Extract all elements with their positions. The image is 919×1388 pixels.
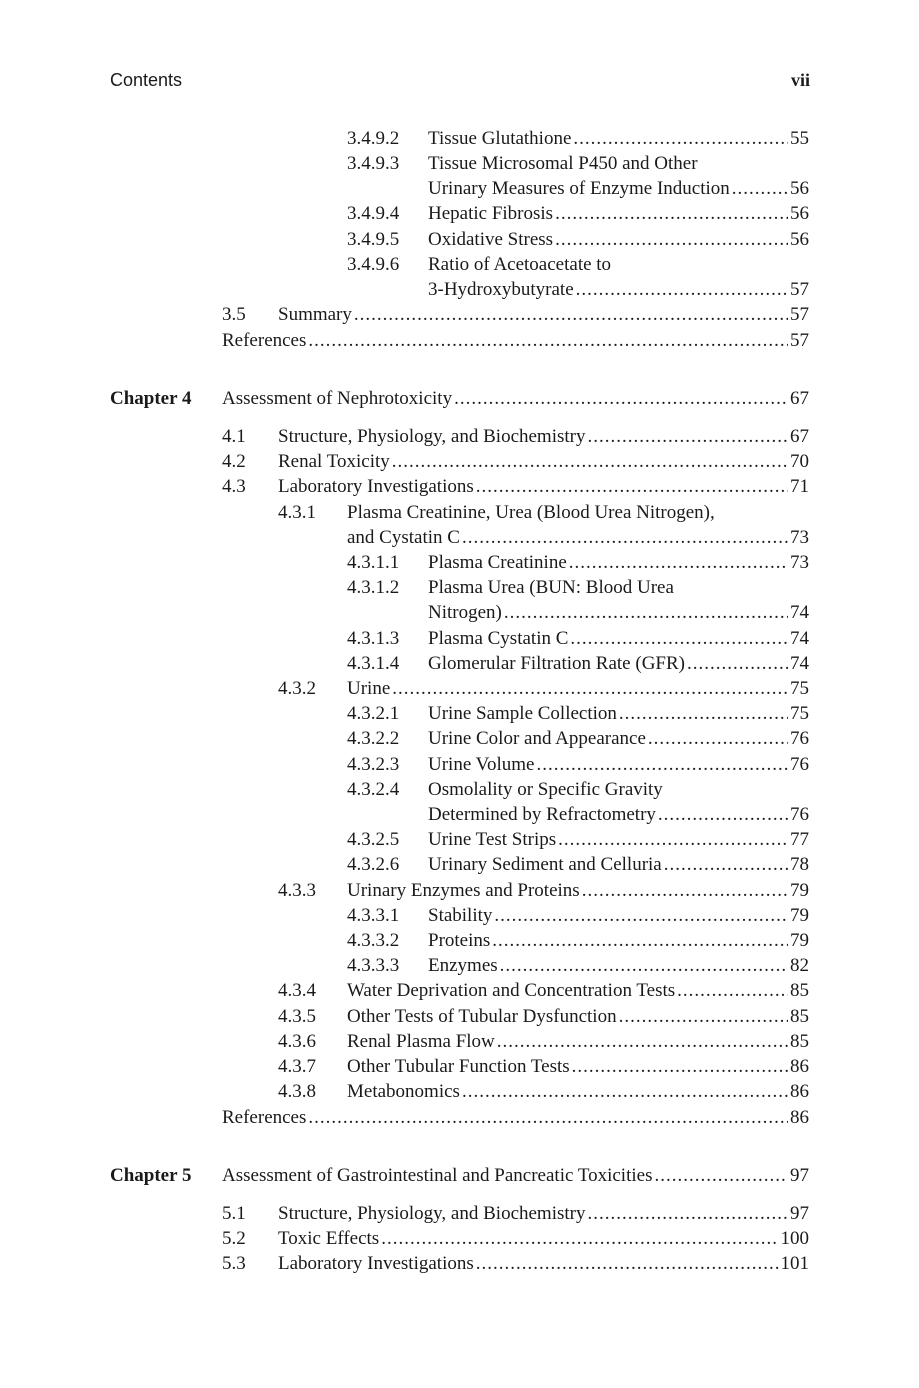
toc-entry <box>0 1079 919 1104</box>
running-head-title: Contents <box>110 70 183 90</box>
entry-page-number: 67 <box>790 426 809 447</box>
entry-title-line <box>347 878 809 903</box>
section-number: 5.2 <box>222 1228 246 1249</box>
toc-entry <box>0 676 919 701</box>
section-number: 4.3 <box>222 476 246 497</box>
entry-title-line <box>347 1029 809 1054</box>
toc-entry <box>0 126 919 151</box>
entry-title-line <box>347 500 809 525</box>
toc-entry <box>0 176 919 201</box>
section-number: 4.3.3 <box>278 880 316 901</box>
entry-page-number: 85 <box>790 980 809 1001</box>
entry-title: Other Tubular Function Tests <box>347 1056 570 1077</box>
entry-page-number: 74 <box>790 653 809 674</box>
dot-leader <box>558 827 788 852</box>
entry-title-line <box>428 928 809 953</box>
entry-title-line <box>278 1201 809 1226</box>
entry-page-number: 56 <box>790 229 809 250</box>
entry-title: References <box>222 330 307 351</box>
entry-title: Other Tests of Tubular Dysfunction <box>347 1006 617 1027</box>
entry-page-number: 76 <box>790 754 809 775</box>
entry-title-line <box>428 550 809 575</box>
entry-title-line <box>278 474 809 499</box>
entry-page-number: 56 <box>790 178 809 199</box>
entry-page-number: 73 <box>790 552 809 573</box>
toc-entry <box>0 928 919 953</box>
dot-leader <box>732 176 788 201</box>
entry-title: Urine Color and Appearance <box>428 728 646 749</box>
toc-entry <box>0 1251 919 1276</box>
dot-leader <box>555 227 788 252</box>
section-number: 4.1 <box>222 426 246 447</box>
toc-entry <box>0 600 919 625</box>
entry-page-number: 70 <box>790 451 809 472</box>
toc-entry <box>0 302 919 327</box>
entry-title-line <box>278 1226 809 1251</box>
dot-leader <box>392 449 788 474</box>
entry-title: Urinary Enzymes and Proteins <box>347 880 580 901</box>
toc-entry <box>0 1029 919 1054</box>
dot-leader <box>308 328 788 353</box>
entry-title: Urine Test Strips <box>428 829 557 850</box>
toc-entry <box>0 903 919 928</box>
entry-page-number: 97 <box>790 1203 809 1224</box>
dot-leader <box>654 1163 788 1188</box>
entry-title-line <box>347 978 809 1003</box>
dot-leader <box>494 903 788 928</box>
entry-title-line <box>347 1079 809 1104</box>
toc-entry <box>0 651 919 676</box>
dot-leader <box>658 802 788 827</box>
entry-title: Laboratory Investigations <box>278 1253 474 1274</box>
entry-title-line <box>428 802 809 827</box>
section-number: 4.3.2.2 <box>347 728 400 749</box>
entry-page-number: 71 <box>790 476 809 497</box>
dot-leader <box>588 424 789 449</box>
entry-page-number: 75 <box>790 678 809 699</box>
toc-entry <box>0 449 919 474</box>
entry-page-number: 67 <box>790 388 809 409</box>
entry-title-line <box>347 676 809 701</box>
section-number: 3.4.9.4 <box>347 203 400 224</box>
entry-title-line <box>428 852 809 877</box>
entry-title-line <box>278 1251 809 1276</box>
toc-entry <box>0 1004 919 1029</box>
entry-title-line <box>428 726 809 751</box>
section-number: 4.3.1.1 <box>347 552 400 573</box>
dot-leader <box>462 525 788 550</box>
toc-entry <box>0 201 919 226</box>
section-number: 4.3.2.6 <box>347 854 400 875</box>
entry-title: and Cystatin C <box>347 527 460 548</box>
entry-page-number: 73 <box>790 527 809 548</box>
toc-entry <box>0 277 919 302</box>
entry-title-line <box>428 701 809 726</box>
entry-title: Structure, Physiology, and Biochemistry <box>278 426 586 447</box>
entry-title-line <box>347 1054 809 1079</box>
entry-page-number: 86 <box>790 1081 809 1102</box>
toc-entry <box>0 1105 919 1130</box>
toc-entry <box>0 1226 919 1251</box>
dot-leader <box>555 201 788 226</box>
toc-entry <box>0 575 919 600</box>
entry-title-line <box>347 525 809 550</box>
entry-page-number: 74 <box>790 628 809 649</box>
section-number: 5.3 <box>222 1253 246 1274</box>
entry-title: Toxic Effects <box>278 1228 380 1249</box>
entry-page-number: 100 <box>780 1228 809 1249</box>
entry-title: Renal Plasma Flow <box>347 1031 495 1052</box>
entry-title-line <box>428 626 809 651</box>
dot-leader <box>573 126 788 151</box>
entry-title: Water Deprivation and Concentration Tests <box>347 980 676 1001</box>
entry-title: Plasma Urea (BUN: Blood Urea <box>428 577 674 598</box>
entry-title-line <box>428 777 809 802</box>
entry-title-line <box>428 903 809 928</box>
toc-entry <box>0 852 919 877</box>
entry-title-line <box>222 1163 809 1188</box>
entry-title-line <box>278 424 809 449</box>
toc-entry <box>0 227 919 252</box>
dot-leader <box>664 852 788 877</box>
toc-entry <box>0 626 919 651</box>
section-number: 4.2 <box>222 451 246 472</box>
entry-page-number: 86 <box>790 1056 809 1077</box>
entry-title-line <box>428 651 809 676</box>
entry-title-line <box>428 201 809 226</box>
dot-leader <box>476 474 788 499</box>
entry-title-line <box>428 252 809 277</box>
dot-leader <box>500 953 788 978</box>
toc-entry <box>0 878 919 903</box>
dot-leader <box>308 1105 788 1130</box>
dot-leader <box>454 386 788 411</box>
toc-entry <box>0 978 919 1003</box>
entry-page-number: 76 <box>790 804 809 825</box>
section-number: 3.4.9.6 <box>347 254 400 275</box>
dot-leader <box>576 277 788 302</box>
entry-title-line <box>428 953 809 978</box>
section-number: 4.3.3.2 <box>347 930 400 951</box>
section-number: 4.3.4 <box>278 980 316 1001</box>
entry-title: Laboratory Investigations <box>278 476 474 497</box>
section-number: 4.3.2.5 <box>347 829 400 850</box>
section-number: 4.3.2 <box>278 678 316 699</box>
toc-entry <box>0 827 919 852</box>
dot-leader <box>588 1201 789 1226</box>
entry-title: Summary <box>278 304 352 325</box>
entry-title: Assessment of Nephrotoxicity <box>222 388 453 409</box>
entry-page-number: 79 <box>790 880 809 901</box>
entry-title: Urine Sample Collection <box>428 703 617 724</box>
toc-entry <box>0 525 919 550</box>
entry-title-line <box>278 449 809 474</box>
entry-title-line <box>278 302 809 327</box>
entry-title: References <box>222 1107 307 1128</box>
entry-title: Metabonomics <box>347 1081 460 1102</box>
section-number: 3.4.9.5 <box>347 229 400 250</box>
section-number: 4.3.1.2 <box>347 577 400 598</box>
entry-title: Enzymes <box>428 955 498 976</box>
dot-leader <box>392 676 788 701</box>
dot-leader <box>582 878 788 903</box>
toc-entry <box>0 726 919 751</box>
toc-entry <box>0 953 919 978</box>
entry-page-number: 79 <box>790 930 809 951</box>
entry-title: Plasma Cystatin C <box>428 628 569 649</box>
section-number: 4.3.7 <box>278 1056 316 1077</box>
entry-title-line <box>428 176 809 201</box>
entry-page-number: 86 <box>790 1107 809 1128</box>
entry-title: Hepatic Fibrosis <box>428 203 554 224</box>
entry-title: Urine <box>347 678 391 699</box>
entry-page-number: 79 <box>790 905 809 926</box>
toc-entry <box>0 500 919 525</box>
entry-title-line <box>222 328 809 353</box>
section-number: 5.1 <box>222 1203 246 1224</box>
entry-page-number: 97 <box>790 1165 809 1186</box>
section-number: 4.3.5 <box>278 1006 316 1027</box>
entry-title: Urine Volume <box>428 754 535 775</box>
dot-leader <box>570 626 788 651</box>
entry-title: Renal Toxicity <box>278 451 390 472</box>
entry-title: 3-Hydroxybutyrate <box>428 279 574 300</box>
entry-title: Osmolality or Specific Gravity <box>428 779 663 800</box>
entry-title: Tissue Microsomal P450 and Other <box>428 153 698 174</box>
entry-title-line <box>428 277 809 302</box>
entry-title-line <box>222 1105 809 1130</box>
toc-entry <box>0 328 919 353</box>
entry-title: Assessment of Gastrointestinal and Pancreatic Toxicities <box>222 1165 653 1186</box>
section-number: 4.3.2.4 <box>347 779 400 800</box>
entry-title: Plasma Creatinine, Urea (Blood Urea Nitrogen), <box>347 502 715 523</box>
entry-title-line <box>428 227 809 252</box>
toc-entry <box>0 777 919 802</box>
entry-title: Urinary Sediment and Celluria <box>428 854 662 875</box>
page-number: vii <box>790 70 810 90</box>
entry-page-number: 85 <box>790 1006 809 1027</box>
entry-title-line <box>347 1004 809 1029</box>
dot-leader <box>462 1079 788 1104</box>
entry-title: Oxidative Stress <box>428 229 554 250</box>
entry-title-line <box>428 575 809 600</box>
entry-title-line <box>222 386 809 411</box>
entry-title-line <box>428 600 809 625</box>
entry-page-number: 82 <box>790 955 809 976</box>
dot-leader <box>354 302 788 327</box>
section-number: 4.3.6 <box>278 1031 316 1052</box>
section-number: 4.3.8 <box>278 1081 316 1102</box>
toc-entry <box>0 151 919 176</box>
section-number: 4.3.1.4 <box>347 653 400 674</box>
toc-entry <box>0 550 919 575</box>
section-number: 4.3.3.3 <box>347 955 400 976</box>
chapter-number: Chapter 4 <box>110 388 192 409</box>
dot-leader <box>677 978 788 1003</box>
toc-entry <box>0 252 919 277</box>
entry-title: Plasma Creatinine <box>428 552 567 573</box>
chapter-entry <box>0 386 919 411</box>
dot-leader <box>687 651 788 676</box>
dot-leader <box>476 1251 779 1276</box>
section-number: 4.3.3.1 <box>347 905 400 926</box>
dot-leader <box>648 726 788 751</box>
dot-leader <box>572 1054 788 1079</box>
toc-entry <box>0 474 919 499</box>
toc-entry <box>0 752 919 777</box>
entry-title: Determined by Refractometry <box>428 804 656 825</box>
dot-leader <box>619 1004 788 1029</box>
entry-page-number: 57 <box>790 279 809 300</box>
entry-title: Nitrogen) <box>428 602 502 623</box>
section-number: 3.4.9.2 <box>347 128 400 149</box>
entry-title-line <box>428 126 809 151</box>
section-number: 3.5 <box>222 304 246 325</box>
dot-leader <box>536 752 788 777</box>
toc-entry <box>0 1201 919 1226</box>
chapter-entry <box>0 1163 919 1188</box>
entry-page-number: 76 <box>790 728 809 749</box>
entry-title: Glomerular Filtration Rate (GFR) <box>428 653 685 674</box>
dot-leader <box>619 701 788 726</box>
entry-title: Urinary Measures of Enzyme Induction <box>428 178 730 199</box>
entry-page-number: 85 <box>790 1031 809 1052</box>
entry-page-number: 101 <box>780 1253 809 1274</box>
dot-leader <box>504 600 788 625</box>
toc-entry <box>0 424 919 449</box>
entry-page-number: 56 <box>790 203 809 224</box>
section-number: 4.3.2.3 <box>347 754 400 775</box>
toc-entry <box>0 701 919 726</box>
entry-page-number: 57 <box>790 330 809 351</box>
entry-title-line <box>428 151 809 176</box>
toc-entry <box>0 1054 919 1079</box>
chapter-number: Chapter 5 <box>110 1165 192 1186</box>
entry-page-number: 77 <box>790 829 809 850</box>
entry-title-line <box>428 827 809 852</box>
entry-page-number: 74 <box>790 602 809 623</box>
dot-leader <box>492 928 788 953</box>
toc-entry <box>0 802 919 827</box>
dot-leader <box>497 1029 788 1054</box>
entry-title-line <box>428 752 809 777</box>
entry-page-number: 55 <box>790 128 809 149</box>
entry-title: Ratio of Acetoacetate to <box>428 254 612 275</box>
entry-title: Structure, Physiology, and Biochemistry <box>278 1203 586 1224</box>
section-number: 4.3.2.1 <box>347 703 400 724</box>
running-head <box>110 70 810 94</box>
entry-title: Proteins <box>428 930 491 951</box>
entry-title: Stability <box>428 905 493 926</box>
section-number: 3.4.9.3 <box>347 153 400 174</box>
entry-page-number: 78 <box>790 854 809 875</box>
dot-leader <box>569 550 788 575</box>
section-number: 4.3.1.3 <box>347 628 400 649</box>
dot-leader <box>381 1226 778 1251</box>
entry-page-number: 75 <box>790 703 809 724</box>
entry-title: Tissue Glutathione <box>428 128 572 149</box>
entry-page-number: 57 <box>790 304 809 325</box>
section-number: 4.3.1 <box>278 502 316 523</box>
